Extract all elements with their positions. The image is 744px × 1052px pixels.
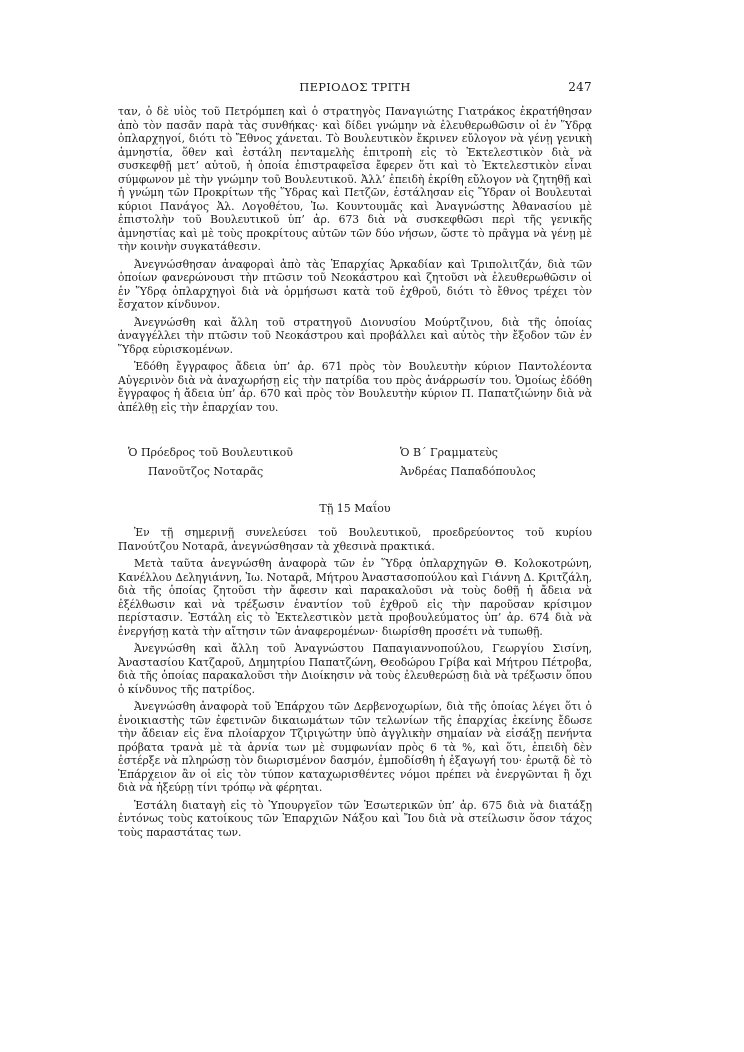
signature-name: Πανοῦτζος Νοταρᾶς xyxy=(148,465,264,478)
paragraph: Ἀνεγνώσθησαν ἀναφοραὶ ἀπὸ τὰς Ἐπαρχίας Ἀρκαδίαν καὶ Τριπολιτζάν, διὰ τῶν ὁποίων φανερώνουσι τὴν πτῶσιν τοῦ Νεοκάστρου καὶ ζητοῦσι νὰ ἐλευθερωθῶσιν οἱ ἐν Ὕδρᾳ ὁπλαρχηγοὶ διὰ νὰ ὁρμήσωσι κατὰ τοῦ ἐχθροῦ, διότι τὸ ἔθνος τρέχει τὸν ἔσχατον κίνδυνον. xyxy=(118,257,592,311)
paragraph: Ἀνεγνώσθη καὶ ἄλλη τοῦ Ἀναγνώστου Παπαγιαννοπούλου, Γεωργίου Σισίνη, Ἀναστασίου Κατζαροῦ, Δημητρίου Παπατζώνη, Θεοδώρου Γρίβα καὶ Μήτρου Πέτροβα, διὰ τῆς ὁποίας παρακαλοῦσι τὴν Διοίκησιν νὰ τοὺς ἐλευθερώσῃ διὰ νὰ τρέξωσιν ὅπου ὁ κίνδυνος τῆς πατρίδος. xyxy=(118,642,592,696)
paragraph: ταν, ὁ δὲ υἱὸς τοῦ Πετρόμπεη καὶ ὁ στρατηγὸς Παναγιώτης Γιατράκος ἐκρατήθησαν ἀπὸ τὸν πασᾶν παρὰ τὰς συνθήκας· καὶ δίδει γνώμην νὰ ἐλευθερωθῶσιν οἱ ἐν Ὕδρᾳ ὁπλαρχηγοί, διότι τὸ Ἔθνος χάνεται. Τὸ Βουλευτικὸν ἔκρινεν εὔλογον νὰ γένῃ γενικὴ ἀμνηστία, ὅθεν καὶ ἐστάλη πενταμελὴς ἐπιτροπὴ εἰς τὸ Ἐκτελεστικὸν διὰ νὰ συσκεφθῇ μετ’ αὐτοῦ, ἡ ὁποία ἐπιστραφεῖσα ἔφερεν ὅτι καὶ τὸ Ἐκτελεστικὸν εἶναι σύμφωνον μὲ τὴν γνώμην τοῦ Βουλευτικοῦ. Ἀλλ’ ἐπειδὴ ἐκρίθη εὔλογον νὰ ζητηθῇ καὶ ἡ γνώμη τῶν Προκρίτων τῆς Ὕδρας καὶ Πετζῶν, ἐστάλησαν εἰς Ὕδραν οἱ Βουλευταὶ κύριοι Πανάγος Ἀλ. Λογοθέτου, Ἰω. Κουντουμᾶς καὶ Ἀναγνώστης Ἀθανασίου μὲ ἐπιστολὴν τοῦ Βουλευτικοῦ ὑπ’ ἀρ. 673 διὰ νὰ συσκεφθῶσι περὶ τῆς γενικῆς ἀμνηστίας καὶ μὲ τοὺς προκρίτους αὐτῶν τῶν δύο νήσων, ὥστε τὸ πρᾶγμα νὰ γένῃ μὲ τὴν κοινὴν συγκατάθεσιν. xyxy=(118,105,592,253)
running-head-title: ΠΕΡΙΟΔΟΣ ΤΡΙΤΗ xyxy=(299,80,411,94)
page-number: 247 xyxy=(568,80,592,94)
paragraph: Ἐν τῇ σημερινῇ συνελεύσει τοῦ Βουλευτικοῦ, προεδρεύοντος τοῦ κυρίου Πανούτζου Νοταρᾶ, ἀνεγνώσθησαν τὰ χθεσινὰ πρακτικά. xyxy=(118,526,592,553)
paragraph: Ἀνεγνώσθη ἀναφορὰ τοῦ Ἐπάρχου τῶν Δερβενοχωρίων, διὰ τῆς ὁποίας λέγει ὅτι ὁ ἐνοικιαστὴς τῶν ἐφετινῶν δικαιωμάτων τῶν τελωνίων τῆς ἐπαρχίας ἐκείνης ἔδωσε τὴν ἄδειαν εἰς ἕνα πλοίαρχον Τζιριγώτην ὑπὸ ἀγγλικὴν σημαίαν νὰ εἰσάξῃ πενήντα πρόβατα τρανὰ μὲ τὰ ἀρνία των μὲ συμφωνίαν πρὸς 6 τὰ %, καὶ ὅτι, ἐπειδὴ δὲν ἐστέρξε νὰ πληρώσῃ τὸν διωρισμένον δασμόν, ἐμποδίσθη ἡ ἐξαγωγή του· ἐρωτᾷ δὲ τὸ Ἐπάρχειον ἂν οἱ εἰς τὸν τύπον καταχωρισθέντες νόμοι πρέπει νὰ ἐνεργῶνται ἢ ὄχι διὰ νὰ ἠξεύρῃ τίνι τρόπῳ νὰ φέρηται. xyxy=(118,700,592,794)
signature-president xyxy=(128,443,293,481)
minutes-section-1 xyxy=(118,105,592,418)
minutes-section-2 xyxy=(118,526,592,843)
paragraph: Μετὰ ταῦτα ἀνεγνώσθη ἀναφορὰ τῶν ἐν Ὕδρᾳ ὁπλαρχηγῶν Θ. Κολοκοτρώνη, Κανέλλου Δεληγιάννη, Ἰω. Νοταρᾶ, Μήτρου Ἀναστασοπούλου καὶ Γιάννη Δ. Κριτζάλη, διὰ τῆς ὁποίας ζητοῦσι τὴν ἄφεσιν καὶ παρακαλοῦσι νὰ τοὺς δοθῇ ἡ ἄδεια νὰ ἐξέλθωσιν καὶ νὰ τρέξωσιν ἐναντίον τοῦ ἐχθροῦ εἰς τὴν παροῦσαν κρίσιμον περίστασιν. Ἐστάλη εἰς τὸ Ἐκτελεστικὸν μετὰ προβουλεύματος ὑπ’ ἀρ. 674 διὰ νὰ ἐνεργήσῃ κατὰ τὴν αἴτησιν τῶν ἀναφερομένων· διωρίσθη προσέτι νὰ τυπωθῇ. xyxy=(118,557,592,638)
signature-name: Ἀνδρέας Παπαδόπουλος xyxy=(400,465,536,478)
signature-secretary xyxy=(400,443,536,481)
date-heading: Τῇ 15 Μαΐου xyxy=(319,502,391,515)
paragraph: Ἐδόθη ἔγγραφος ἄδεια ὑπ’ ἀρ. 671 πρὸς τὸν Βουλευτὴν κύριον Παντολέοντα Αὐγερινὸν διὰ νὰ ἀναχωρήσῃ εἰς τὴν πατρίδα του πρὸς ἀνάρρωσίν του. Ὁμοίως ἐδόθη ἔγγραφος ἡ ἄδεια ὑπ’ ἀρ. 670 καὶ πρὸς τὸν Βουλευτὴν κύριον Π. Παπατζιώνην διὰ νὰ ἀπέλθῃ εἰς τὴν ἐπαρχίαν του. xyxy=(118,360,592,414)
signature-role: Ὁ Πρόεδρος τοῦ Βουλευτικοῦ xyxy=(128,446,293,459)
paragraph: Ἀνεγνώσθη καὶ ἄλλη τοῦ στρατηγοῦ Διονυσίου Μούρτζινου, διὰ τῆς ὁποίας ἀναγγέλλει τὴν πτῶσιν τοῦ Νεοκάστρου καὶ προβάλλει καὶ αὐτὸς τὴν ἔξοδον τῶν ἐν Ὕδρᾳ εὑρισκομένων. xyxy=(118,315,592,356)
paragraph: Ἐστάλη διαταγὴ εἰς τὸ Ὑπουργεῖον τῶν Ἐσωτερικῶν ὑπ’ ἀρ. 675 διὰ νὰ διατάξῃ ἐντόνως τοὺς κατοίκους τῶν Ἐπαρχιῶν Νάξου καὶ Ἴου διὰ νὰ στείλωσιν ὅσον τάχος τοὺς παραστάτας των. xyxy=(118,798,592,839)
signature-role: Ὁ Β΄ Γραμματεὺς xyxy=(400,446,498,459)
